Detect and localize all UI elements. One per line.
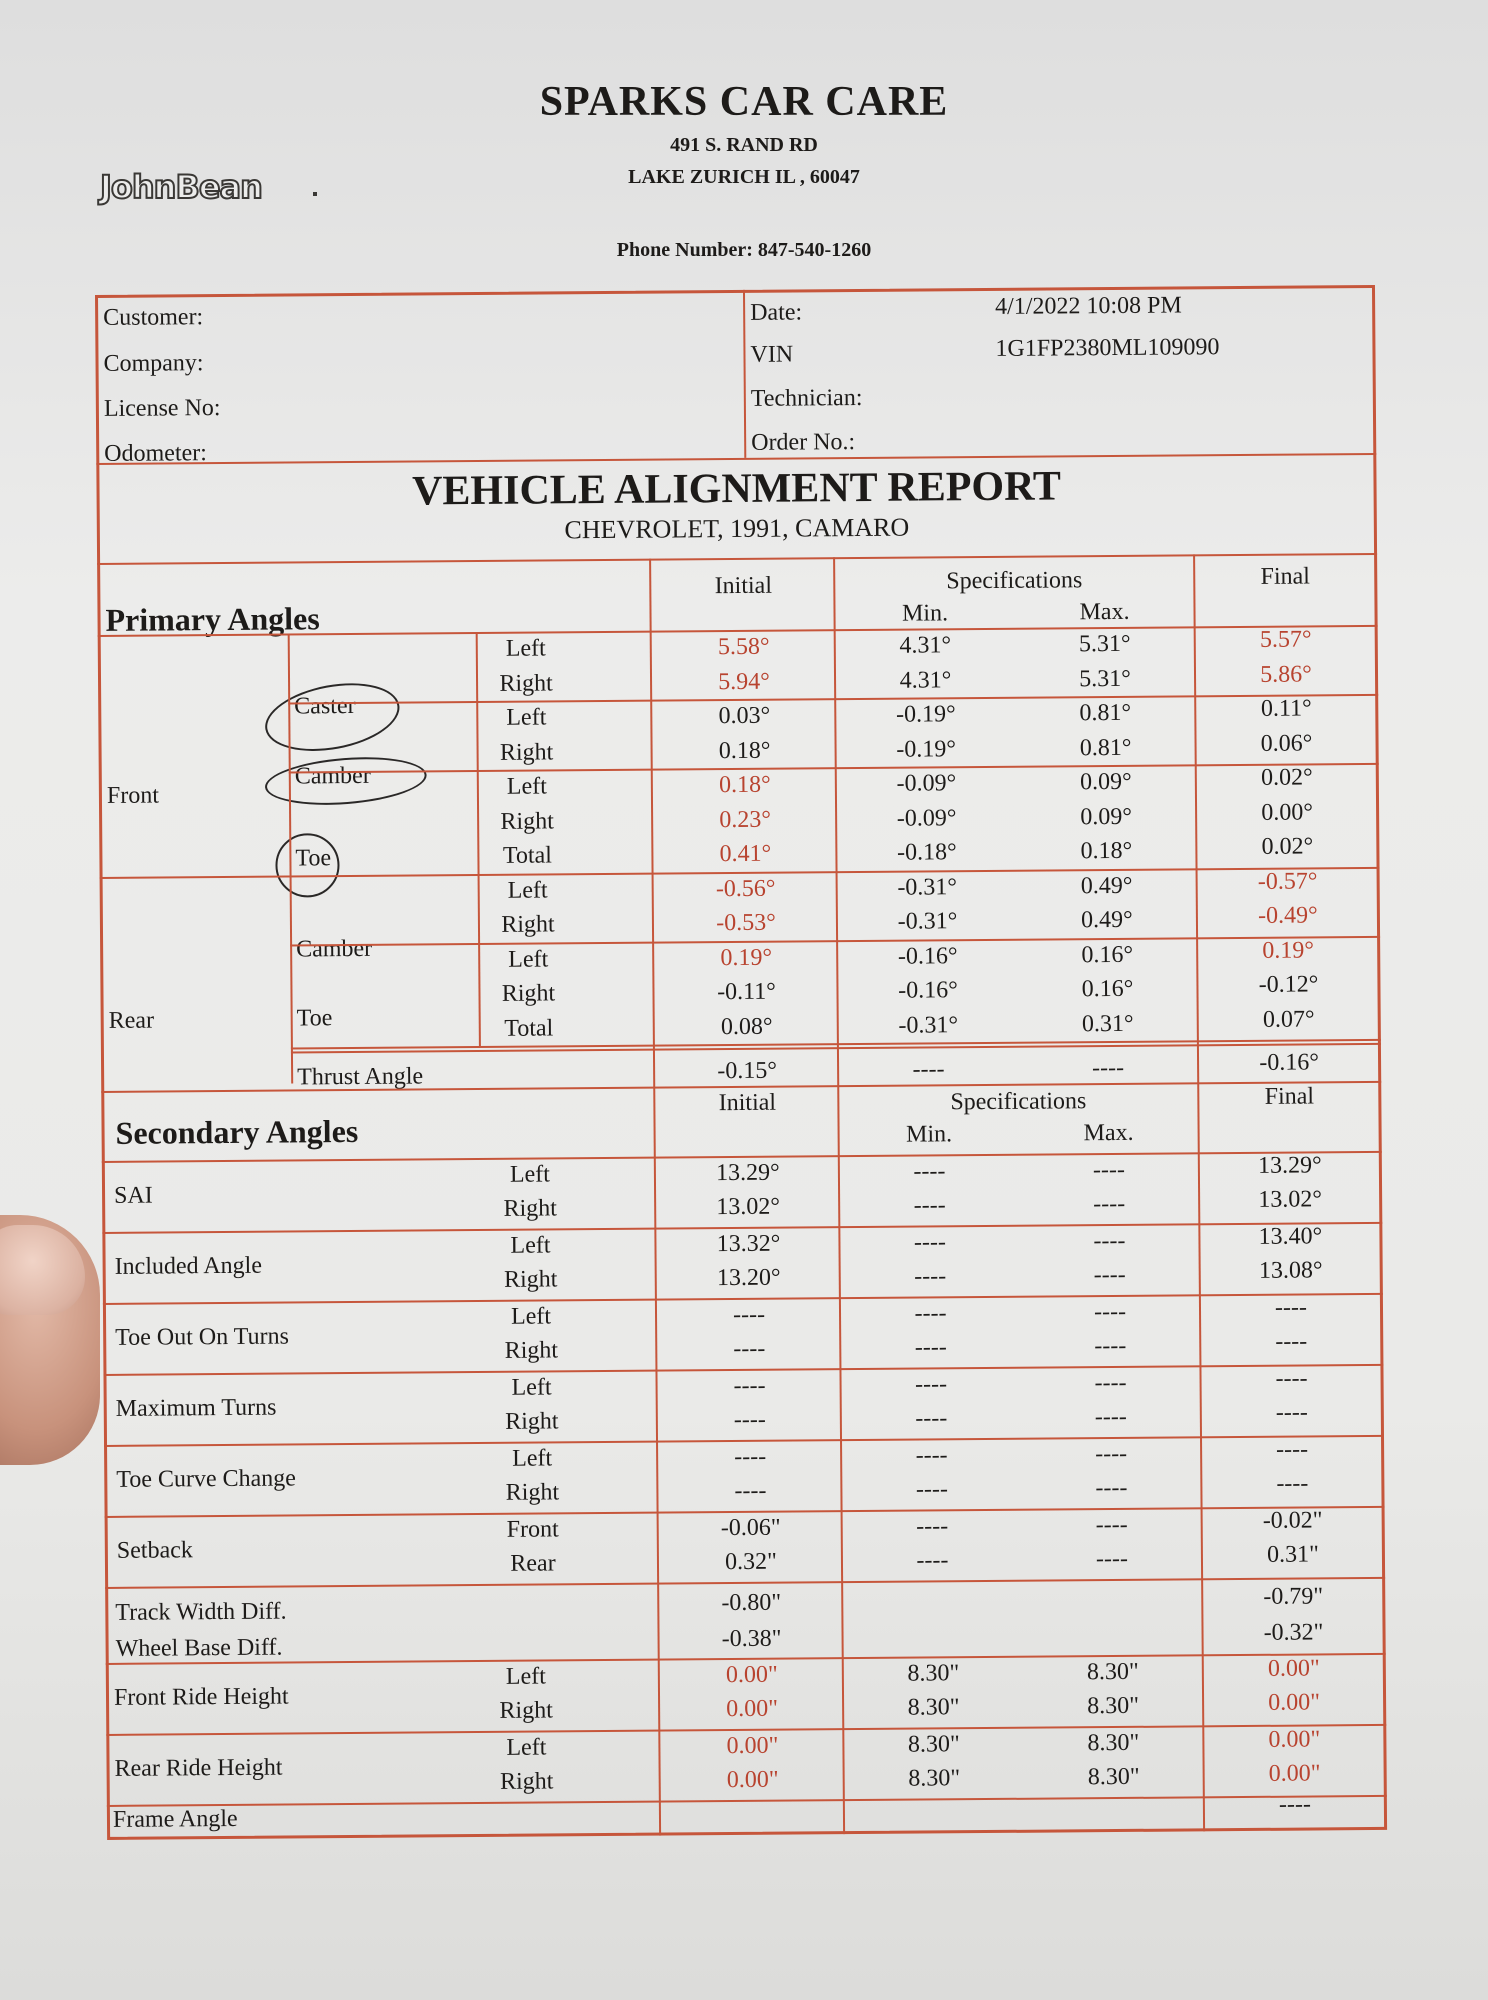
johnbean-logo: JohnBean (100, 168, 262, 206)
secondary-specifications-header: Specifications (950, 1088, 1087, 1116)
primary-row-max: 0.16° (1081, 975, 1134, 1003)
ride-row-initial: 0.00" (726, 1766, 779, 1794)
secondary-row-initial: ---- (732, 1301, 766, 1329)
track-width-label: Track Width Diff. (115, 1598, 287, 1626)
shop-address-line2: LAKE ZURICH IL , 60047 (628, 166, 860, 188)
ride-row-min: 8.30" (908, 1765, 961, 1792)
ride-row-final: 0.00" (1268, 1689, 1321, 1716)
primary-row-side: Right (499, 738, 554, 766)
date-label: Date: (750, 299, 803, 326)
secondary-max-header: Max. (1083, 1119, 1134, 1147)
primary-row-initial: 0.18° (718, 737, 771, 764)
secondary-row-min: ---- (915, 1476, 948, 1503)
ride-row-min: 8.30" (907, 1660, 960, 1687)
secondary-row-side: Left (509, 1161, 551, 1188)
secondary-row-max: ---- (1095, 1545, 1129, 1573)
ride-row-final: 0.00" (1267, 1655, 1320, 1682)
primary-row-final: 0.06° (1260, 729, 1313, 757)
vehicle-description: CHEVROLET, 1991, CAMARO (564, 512, 910, 545)
secondary-group-label: Toe Out On Turns (115, 1323, 289, 1351)
primary-row-max: 0.31° (1081, 1010, 1134, 1037)
primary-row-final: -0.57° (1257, 867, 1318, 895)
alignment-report-form (95, 285, 1387, 1840)
primary-row-min: -0.18° (897, 839, 957, 866)
ride-row-initial: 0.00" (725, 1661, 778, 1689)
secondary-group-label: Included Angle (114, 1252, 263, 1280)
secondary-row-min: ---- (916, 1513, 949, 1540)
final-header: Final (1260, 563, 1311, 590)
ride-height-label: Rear Ride Height (114, 1754, 283, 1782)
odometer-label: Odometer: (104, 440, 207, 467)
secondary-row-final: ---- (1275, 1328, 1308, 1355)
primary-row-side: Left (505, 635, 546, 662)
primary-row-final: 0.11° (1260, 695, 1312, 722)
order-label: Order No.: (751, 429, 856, 456)
primary-row-final: -0.49° (1258, 902, 1318, 929)
ride-row-min: 8.30" (907, 1694, 960, 1721)
primary-row-max: 0.18° (1080, 837, 1133, 865)
secondary-row-side: Left (512, 1445, 553, 1472)
secondary-row-min: ---- (916, 1547, 949, 1574)
frame-angle-final: ---- (1278, 1791, 1311, 1818)
primary-row-min: 4.31° (899, 632, 952, 659)
thrust-min: ---- (912, 1056, 945, 1083)
primary-row-initial: 0.41° (719, 840, 772, 868)
primary-row-initial: 0.08° (720, 1013, 773, 1040)
primary-row-initial: 0.18° (718, 771, 771, 799)
secondary-row-final: 13.40° (1258, 1223, 1323, 1250)
primary-row-side: Right (501, 911, 555, 938)
logo-dot (313, 192, 317, 196)
secondary-row-final: ---- (1274, 1294, 1308, 1321)
technician-label: Technician: (750, 384, 863, 412)
primary-row-max: 0.49° (1081, 906, 1133, 934)
caster-label: Caster (294, 692, 356, 720)
secondary-row-min: ---- (914, 1371, 948, 1398)
secondary-row-side: Right (503, 1195, 557, 1222)
primary-row-final: 0.07° (1262, 1005, 1315, 1033)
secondary-row-initial: 13.02° (716, 1193, 781, 1221)
ride-row-final: 0.00" (1268, 1760, 1321, 1787)
secondary-row-min: ---- (913, 1229, 947, 1256)
ride-row-final: 0.00" (1268, 1726, 1321, 1753)
primary-row-final: 0.02° (1261, 833, 1314, 860)
primary-row-max: 0.81° (1079, 699, 1132, 727)
primary-row-initial: 5.94° (718, 668, 770, 695)
primary-row-side: Total (504, 1014, 554, 1042)
primary-angles-heading: Primary Angles (105, 600, 320, 638)
vin-label: VIN (750, 341, 794, 368)
secondary-row-final: 0.31" (1266, 1541, 1319, 1568)
license-label: License No: (103, 395, 221, 422)
secondary-row-final: -0.02" (1262, 1507, 1323, 1534)
primary-row-max: 5.31° (1078, 630, 1131, 658)
ride-row-min: 8.30" (907, 1731, 960, 1758)
primary-row-initial: -0.11° (717, 978, 776, 1006)
ride-row-initial: 0.00" (726, 1695, 779, 1723)
secondary-row-initial: ---- (734, 1477, 767, 1505)
company-label: Company: (103, 350, 204, 377)
wheel-base-label: Wheel Base Diff. (115, 1634, 283, 1662)
secondary-row-initial: ---- (733, 1406, 766, 1434)
primary-row-min: -0.19° (895, 701, 956, 728)
primary-row-side: Right (499, 669, 553, 697)
customer-label: Customer: (103, 304, 204, 331)
primary-row-max: 0.09° (1079, 768, 1132, 796)
secondary-row-min: ---- (913, 1158, 946, 1185)
front-toe-label: Toe (295, 845, 332, 872)
toe-circle-annotation (275, 833, 340, 898)
ride-row-max: 8.30" (1086, 1658, 1139, 1686)
secondary-row-initial: 13.20° (716, 1264, 781, 1292)
secondary-row-initial: ---- (733, 1335, 766, 1363)
ride-row-initial: 0.00" (726, 1732, 779, 1760)
primary-row-max: 0.49° (1080, 872, 1133, 899)
secondary-row-min: ---- (914, 1263, 947, 1290)
primary-row-min: -0.16° (897, 942, 958, 970)
primary-row-initial: 5.58° (717, 633, 770, 661)
primary-row-initial: 0.23° (719, 806, 772, 833)
secondary-row-side: Left (511, 1374, 552, 1401)
secondary-row-final: 13.02° (1258, 1186, 1323, 1213)
ride-row-max: 8.30" (1087, 1729, 1140, 1757)
thrust-initial: -0.15° (717, 1057, 778, 1085)
rear-toe-label: Toe (296, 1005, 333, 1032)
ride-row-max: 8.30" (1087, 1763, 1140, 1791)
primary-row-min: -0.09° (896, 804, 957, 832)
secondary-row-min: ---- (913, 1192, 946, 1219)
secondary-row-max: ---- (1095, 1440, 1128, 1468)
primary-row-final: 5.57° (1259, 626, 1312, 653)
vin-value: 1G1FP2380ML109090 (995, 334, 1220, 362)
secondary-row-initial: ---- (734, 1443, 767, 1471)
rear-camber-label: Camber (296, 935, 373, 963)
ride-row-side: Left (505, 1663, 546, 1690)
secondary-row-side: Right (503, 1266, 558, 1293)
secondary-row-max: ---- (1095, 1474, 1128, 1502)
secondary-row-initial: ---- (733, 1372, 766, 1400)
primary-row-initial: 0.19° (720, 944, 773, 971)
initial-header: Initial (714, 572, 773, 600)
secondary-row-initial: 0.32" (724, 1548, 777, 1576)
primary-row-final: 0.00° (1261, 798, 1313, 826)
secondary-row-final: ---- (1276, 1436, 1309, 1463)
secondary-angles-heading: Secondary Angles (115, 1112, 359, 1151)
secondary-group-label: Maximum Turns (115, 1394, 277, 1422)
wheel-base-initial: -0.38" (721, 1625, 782, 1653)
secondary-group-label: Toe Curve Change (116, 1465, 297, 1493)
secondary-row-side: Front (506, 1516, 559, 1543)
secondary-row-side: Right (505, 1408, 559, 1435)
primary-row-side: Total (502, 842, 553, 869)
primary-row-final: 0.02° (1260, 764, 1313, 791)
secondary-row-max: ---- (1094, 1403, 1127, 1431)
primary-row-min: -0.19° (896, 735, 956, 763)
primary-row-max: 0.09° (1080, 803, 1133, 830)
frame-angle-label: Frame Angle (112, 1805, 238, 1833)
front-label: Front (106, 782, 160, 809)
secondary-row-final: 13.29° (1257, 1152, 1322, 1179)
primary-row-initial: 0.03° (718, 702, 771, 730)
primary-row-min: -0.09° (896, 770, 957, 797)
thrust-final: -0.16° (1259, 1049, 1319, 1076)
primary-row-min: -0.31° (897, 908, 958, 935)
secondary-row-min: ---- (915, 1442, 948, 1469)
primary-row-side: Left (506, 773, 547, 800)
shop-address-line1: 491 S. RAND RD (670, 134, 818, 156)
secondary-row-min: ---- (914, 1300, 947, 1327)
thrust-max: ---- (1092, 1054, 1125, 1082)
secondary-row-side: Left (510, 1232, 551, 1259)
primary-row-side: Right (500, 807, 554, 835)
secondary-row-max: ---- (1092, 1156, 1125, 1184)
secondary-row-final: ---- (1276, 1470, 1309, 1497)
secondary-row-side: Left (510, 1303, 552, 1330)
secondary-row-max: ---- (1094, 1332, 1127, 1360)
primary-row-side: Left (506, 704, 547, 731)
secondary-row-initial: 13.32° (716, 1230, 781, 1258)
primary-row-final: -0.12° (1258, 971, 1319, 998)
ride-row-max: 8.30" (1087, 1692, 1140, 1720)
ride-row-side: Right (499, 1768, 554, 1795)
min-header: Min. (901, 600, 949, 627)
primary-row-max: 5.31° (1079, 665, 1131, 692)
primary-row-min: 4.31° (899, 666, 952, 694)
primary-row-min: -0.31° (897, 873, 958, 901)
primary-row-side: Right (501, 980, 556, 1007)
max-header: Max. (1079, 598, 1130, 626)
ride-row-side: Left (506, 1734, 547, 1761)
secondary-min-header: Min. (906, 1121, 953, 1148)
front-camber-label: Camber (294, 762, 371, 790)
secondary-group-label: Setback (116, 1537, 193, 1564)
primary-row-final: 0.19° (1262, 936, 1315, 964)
secondary-row-min: ---- (914, 1334, 947, 1361)
report-title: VEHICLE ALIGNMENT REPORT (411, 463, 1062, 515)
secondary-row-initial: -0.06" (720, 1514, 781, 1542)
shop-phone: Phone Number: 847-540-1260 (616, 239, 872, 261)
secondary-group-label: SAI (113, 1182, 153, 1209)
primary-row-max: 0.16° (1081, 941, 1134, 968)
secondary-row-side: Rear (510, 1550, 556, 1577)
secondary-row-max: ---- (1093, 1261, 1126, 1289)
secondary-final-header: Final (1264, 1083, 1315, 1110)
secondary-row-max: ---- (1094, 1369, 1127, 1397)
primary-row-initial: -0.53° (716, 909, 776, 937)
secondary-row-side: Right (504, 1337, 559, 1364)
thrust-angle-label: Thrust Angle (297, 1063, 424, 1091)
secondary-initial-header: Initial (718, 1089, 777, 1117)
primary-row-min: -0.31° (898, 1011, 959, 1039)
track-width-initial: -0.80" (721, 1589, 782, 1617)
track-width-final: -0.79" (1263, 1583, 1324, 1610)
primary-row-side: Left (507, 876, 548, 904)
secondary-row-initial: 13.29° (716, 1159, 780, 1187)
primary-row-final: 5.86° (1260, 660, 1312, 688)
primary-row-min: -0.16° (898, 977, 958, 1004)
ride-row-side: Right (499, 1697, 553, 1724)
primary-row-initial: -0.56° (715, 875, 776, 902)
secondary-row-side: Right (505, 1479, 560, 1506)
wheel-base-final: -0.32" (1263, 1619, 1324, 1646)
primary-row-max: 0.81° (1079, 734, 1132, 761)
ride-height-label: Front Ride Height (113, 1683, 289, 1711)
secondary-row-max: ---- (1093, 1190, 1126, 1218)
shop-name: SPARKS CAR CARE (539, 79, 949, 125)
secondary-row-max: ---- (1093, 1298, 1127, 1326)
secondary-row-final: 13.08° (1258, 1257, 1323, 1284)
rear-label: Rear (108, 1007, 155, 1034)
secondary-row-min: ---- (915, 1405, 948, 1432)
secondary-row-max: ---- (1095, 1511, 1128, 1539)
secondary-row-final: ---- (1275, 1365, 1308, 1392)
primary-row-side: Left (508, 945, 549, 973)
date-value: 4/1/2022 10:08 PM (995, 292, 1182, 320)
secondary-row-max: ---- (1093, 1227, 1126, 1255)
secondary-row-final: ---- (1275, 1399, 1308, 1426)
specifications-header: Specifications (946, 567, 1083, 595)
